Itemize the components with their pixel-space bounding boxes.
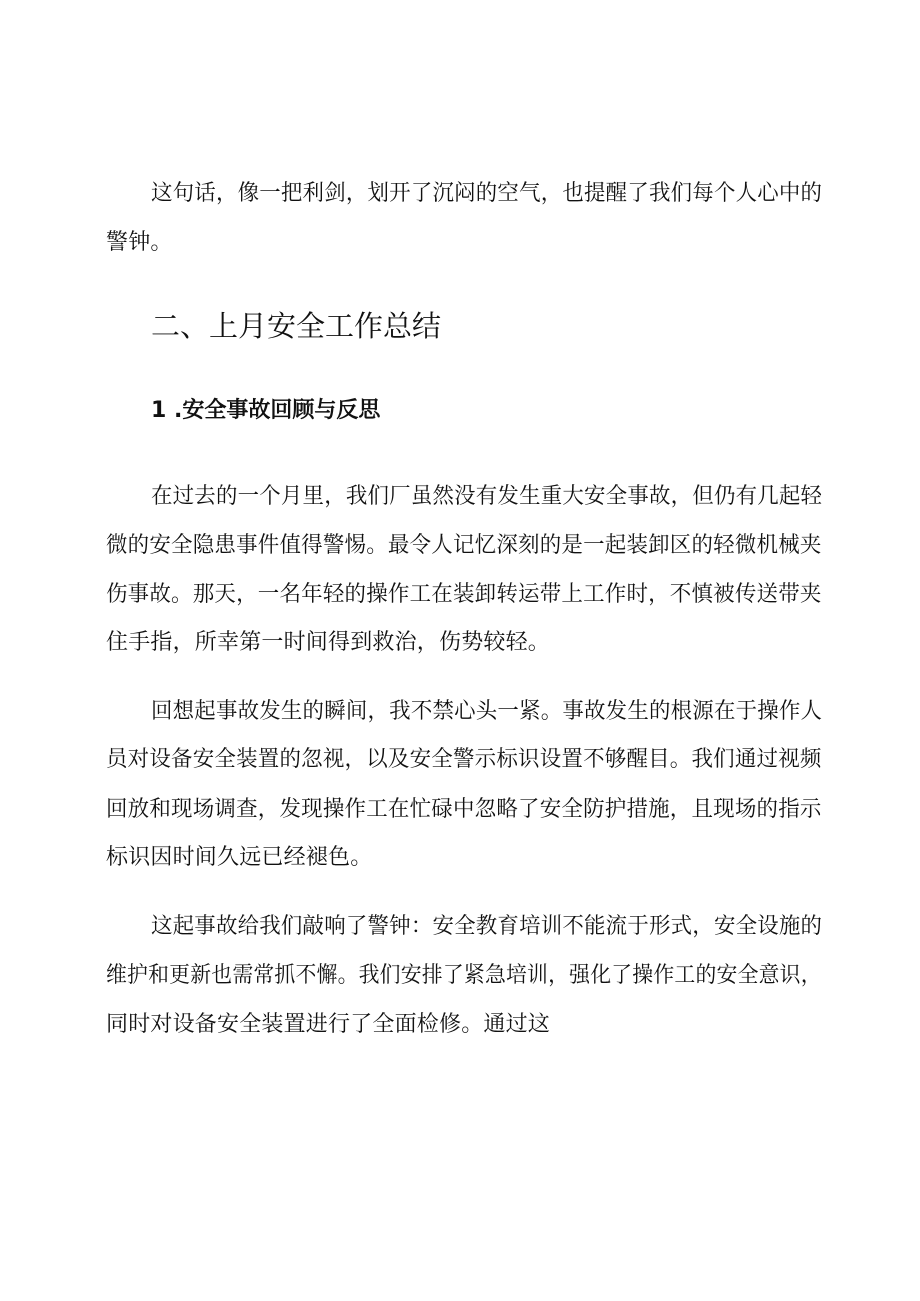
intro-line: 警钟。 — [106, 230, 173, 255]
section-heading: 二、上月安全工作总结 — [151, 309, 442, 343]
paragraph-line: 这起事故给我们敲响了警钟：安全教育培训不能流于形式，安全设施的 — [151, 914, 823, 939]
paragraph-line: 微的安全隐患事件值得警惕。最令人记忆深刻的是一起装卸区的轻微机械夹 — [106, 533, 822, 558]
paragraph-line: 标识因时间久远已经褪色。 — [106, 845, 373, 870]
intro-line: 这句话，像一把利剑，划开了沉闷的空气，也提醒了我们每个人心中的 — [151, 181, 823, 206]
paragraph-line: 在过去的一个月里，我们厂虽然没有发生重大安全事故，但仍有几起轻 — [151, 484, 823, 509]
paragraph-line: 维护和更新也需常抓不懈。我们安排了紧急培训，强化了操作工的安全意识， — [106, 963, 822, 988]
paragraph-line: 员对设备安全装置的忽视，以及安全警示标识设置不够醒目。我们通过视频 — [106, 747, 822, 772]
paragraph-line: 回放和现场调查，发现操作工在忙碌中忽略了安全防护措施，且现场的指示 — [106, 797, 822, 822]
paragraph-line: 回想起事故发生的瞬间，我不禁心头一紧。事故发生的根源在于操作人 — [151, 699, 823, 724]
paragraph-line: 伤事故。那天，一名年轻的操作工在装卸转运带上工作时，不慎被传送带夹 — [106, 582, 822, 607]
paragraph-line: 住手指，所幸第一时间得到救治，伤势较轻。 — [106, 630, 551, 655]
subsection-heading: 1 .安全事故回顾与反思 — [151, 398, 381, 423]
paragraph-line: 同时对设备安全装置进行了全面检修。通过这 — [106, 1012, 551, 1037]
